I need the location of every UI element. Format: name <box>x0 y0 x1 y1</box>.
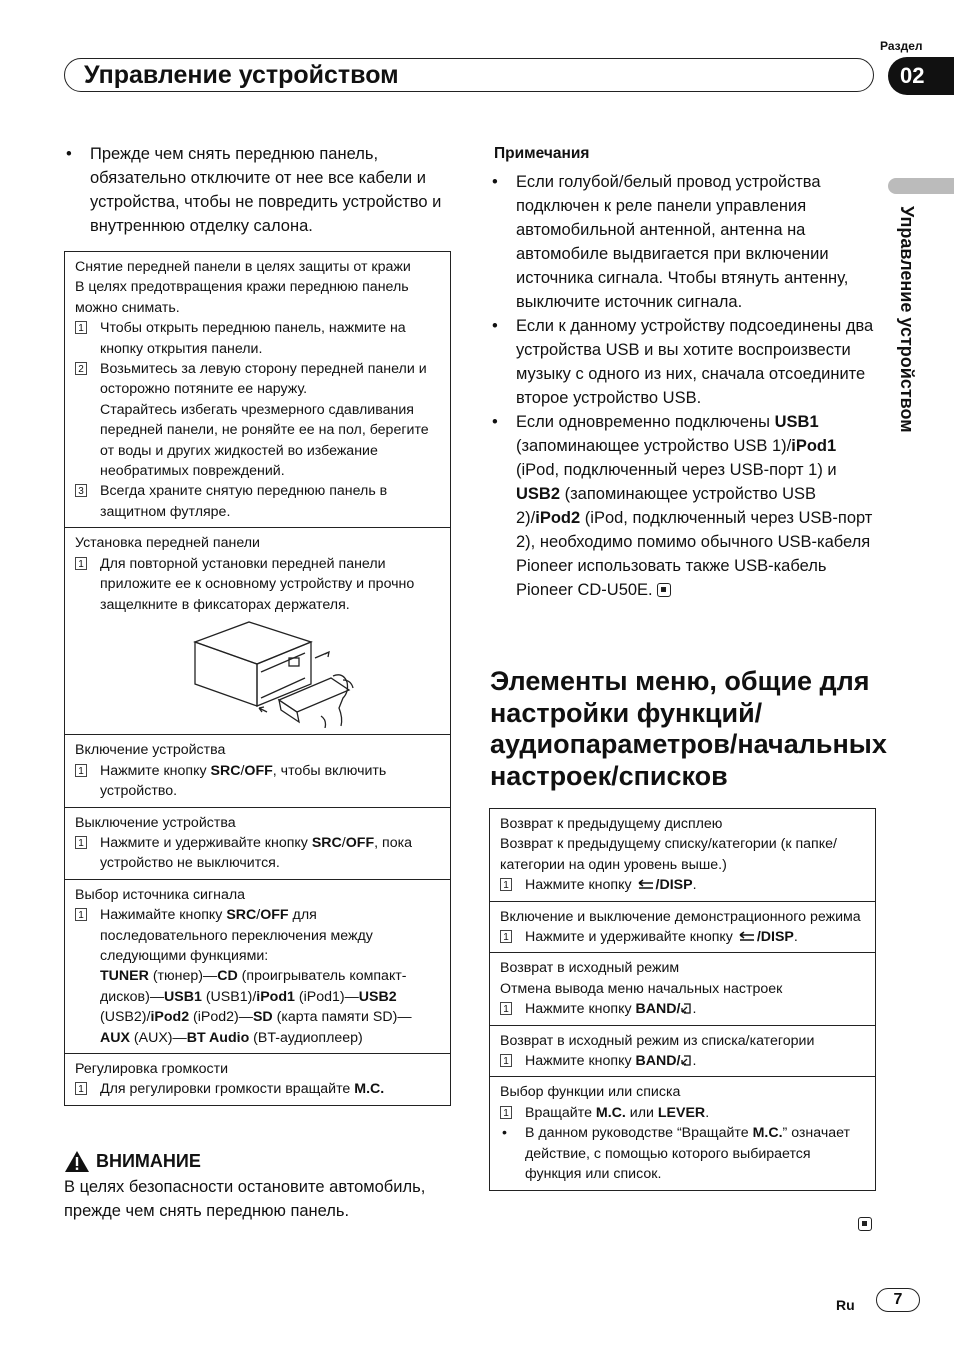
home-desc: Отмена вывода меню начальных настроек <box>500 980 783 997</box>
step-number: 1 <box>75 1082 87 1095</box>
step-text: . <box>692 877 697 894</box>
power-off-title: Выключение устройства <box>75 814 236 831</box>
source-desc: (AUX)— <box>129 1029 187 1046</box>
home-list-title: Возврат в исходный режим из списка/категории <box>500 1032 815 1049</box>
step-text: Нажимайте кнопку <box>100 907 227 924</box>
slash-text: / <box>256 907 261 924</box>
menu-heading: Элементы меню, общие для настройки функций/аудиопараметров/начальных настроек/списков <box>490 666 887 791</box>
warning-block <box>64 1150 456 1223</box>
warning-heading <box>64 1150 456 1173</box>
key-src: SRC <box>226 907 257 924</box>
step-text: для последовательного переключения между следующими функциями: <box>100 907 373 964</box>
step-text: . <box>692 1001 697 1018</box>
note-usb1: USB1 <box>774 413 819 431</box>
notes-list <box>490 170 880 602</box>
slash-text: / <box>240 762 245 779</box>
source-tuner: TUNER <box>100 968 149 985</box>
note-usb2: USB2 <box>516 485 561 503</box>
step-number: 3 <box>75 484 87 497</box>
volume-title: Регулировка громкости <box>75 1060 229 1077</box>
cell-power-on <box>65 735 450 807</box>
step-text: Нажмите кнопку <box>525 877 636 894</box>
source-desc: (iPod2)— <box>189 1009 253 1026</box>
source-desc: (карта памяти SD)— <box>272 1009 412 1026</box>
power-on-title: Включение устройства <box>75 742 226 759</box>
note-text: Если одновременно подключены <box>516 413 775 431</box>
step-item <box>75 554 440 615</box>
step-number: 1 <box>500 878 512 891</box>
cell-back <box>490 809 875 902</box>
key-disp: /DISP <box>756 929 794 946</box>
cell-demo <box>490 902 875 954</box>
step-text: . <box>692 1053 697 1070</box>
key-lever: LEVER <box>657 1104 706 1121</box>
step-text: , пока устройство не выключится. <box>100 834 412 872</box>
source-ipod2: iPod2 <box>150 1009 190 1026</box>
step-number: 2 <box>75 362 87 375</box>
step-item <box>75 905 440 1048</box>
step-item <box>75 318 440 359</box>
source-bt-audio: BT Audio <box>186 1029 250 1046</box>
notes-block <box>490 142 880 602</box>
source-usb1: USB1 <box>164 988 202 1005</box>
side-tab-bar <box>888 178 954 194</box>
key-mc: M.C. <box>752 1125 783 1142</box>
source-sd: SD <box>252 1009 273 1026</box>
cell-theft <box>65 252 450 528</box>
section-number-badge: 02 <box>888 57 954 95</box>
step-text: Возьмитесь за левую сторону передней панели и осторожно потяните ее наружу. <box>100 361 427 398</box>
escape-icon <box>680 1002 692 1015</box>
key-off: OFF <box>260 907 289 924</box>
theft-desc: В целях предотвращения кражи переднюю панель можно снимать. <box>75 279 409 316</box>
step-number: 1 <box>75 836 87 849</box>
step-item <box>75 833 440 874</box>
intro-bullet: • Прежде чем снять переднюю панель, обязательно отключите от нее все кабели и устройства, чтобы не повредить устройство и внутреннюю отделку салона. <box>64 142 456 238</box>
step-text: . <box>705 1104 710 1121</box>
cell-home-list <box>490 1026 875 1078</box>
step-text: Всегда храните снятую переднюю панель в защитном футляре. <box>100 483 388 520</box>
front-panel-illustration <box>193 620 373 728</box>
key-disp: /DISP <box>655 877 693 894</box>
key-band: BAND/ <box>635 1001 681 1018</box>
step-item <box>500 875 865 895</box>
key-off: OFF <box>244 762 273 779</box>
note-item: • Если к данному устройству подсоединены два устройства USB и вы хотите воспроизвести музыку с одного из них, сначала отсоедините второе устройство USB. <box>490 314 880 410</box>
theft-title: Снятие передней панели в целях защиты от кражи <box>75 259 411 275</box>
note-text: (запоминающее устройство USB 2)/ <box>516 485 817 527</box>
warning-text: В целях безопасности остановите автомобиль, прежде чем снять переднюю панель. <box>64 1178 426 1220</box>
note-item: • Если голубой/белый провод устройства подключен к реле панели управления автомобильной антенной, антенна на автомобиле выдвигается при включении источника сигнала. Чтобы втянуть антенну, выключите источник сигнала. <box>490 170 880 314</box>
source-desc: (USB2)/ <box>100 1009 151 1026</box>
step-text: или <box>625 1104 658 1121</box>
source-desc: (BT-аудиоплеер) <box>249 1029 363 1046</box>
escape-icon <box>680 1054 692 1067</box>
source-cd: CD <box>217 968 238 985</box>
step-item <box>500 927 865 947</box>
step-item <box>500 1103 865 1123</box>
step-text: Вращайте <box>525 1104 596 1121</box>
end-mark-icon <box>657 583 671 597</box>
step-number: 1 <box>75 321 87 334</box>
source-desc: (проигрыватель компакт-дисков)— <box>100 968 407 1005</box>
cell-select <box>490 1077 875 1189</box>
step-number: 1 <box>75 557 87 570</box>
bullet-text: ” означает действие, с помощью которого выбирается функция или список. <box>525 1125 851 1183</box>
home-title: Возврат в исходный режим <box>500 960 680 977</box>
step-text: Для регулировки громкости вращайте <box>100 1081 355 1098</box>
side-tab-title: Управление устройством <box>897 206 917 433</box>
language-code: Ru <box>836 1297 855 1313</box>
note-ipod1: iPod1 <box>791 437 837 455</box>
back-desc: Возврат к предыдущему списку/категории (к папке/категории на один уровень выше.) <box>500 836 837 873</box>
return-arrow-icon <box>636 879 656 889</box>
key-mc: M.C. <box>354 1081 385 1098</box>
intro-list <box>64 142 456 238</box>
left-instruction-box <box>64 251 451 1106</box>
source-usb2: USB2 <box>358 988 397 1005</box>
demo-title: Включение и выключение демонстрационного режима <box>500 908 861 925</box>
cell-power-off <box>65 808 450 880</box>
step-item <box>75 761 440 802</box>
select-bullet <box>500 1123 865 1184</box>
step-text: Нажмите кнопку <box>525 1001 636 1018</box>
step-text: Нажмите кнопку <box>100 762 211 779</box>
back-title: Возврат к предыдущему дисплею <box>500 816 723 832</box>
step-number: 1 <box>500 930 512 943</box>
warning-icon <box>64 1150 90 1173</box>
step-number: 1 <box>500 1054 512 1067</box>
note-text: (iPod, подключенный через USB-порт 2), необходимо помимо обычного USB-кабеля Pioneer использовать также USB-кабель Pioneer CD-U50E. <box>516 509 873 599</box>
section-label: Раздел <box>880 39 923 53</box>
key-src: SRC <box>311 834 342 851</box>
page-number: 7 <box>876 1288 920 1312</box>
end-mark-icon <box>858 1217 872 1231</box>
step-text: Нажмите и удерживайте кнопку <box>100 834 312 851</box>
notes-title: Примечания <box>494 145 590 162</box>
step-number: 1 <box>75 908 87 921</box>
warning-title: ВНИМАНИЕ <box>96 1151 201 1171</box>
cell-install <box>65 528 450 735</box>
step-item <box>75 481 440 522</box>
step-text: Нажмите и удерживайте кнопку <box>525 929 737 946</box>
bullet-text: В данном руководстве “Вращайте <box>525 1125 753 1142</box>
source-desc: (iPod1)— <box>294 988 359 1005</box>
step-item <box>500 999 865 1019</box>
key-mc: M.C. <box>595 1104 626 1121</box>
cell-volume <box>65 1054 450 1105</box>
step-item <box>75 359 440 481</box>
step-text: . <box>793 929 798 946</box>
slash-text: / <box>341 834 346 851</box>
cell-source <box>65 880 450 1054</box>
step-item <box>75 1079 440 1099</box>
source-desc: (тюнер)— <box>148 968 218 985</box>
key-src: SRC <box>210 762 241 779</box>
step-number: 1 <box>500 1106 512 1119</box>
step-text: , чтобы включить устройство. <box>100 762 387 800</box>
note-item <box>490 410 880 602</box>
select-title: Выбор функции или списка <box>500 1084 681 1101</box>
return-arrow-icon <box>737 931 757 941</box>
right-instruction-box <box>489 808 876 1191</box>
key-off: OFF <box>345 834 375 851</box>
install-title: Установка передней панели <box>75 535 260 552</box>
source-desc: (USB1)/ <box>201 988 257 1005</box>
step-text: Чтобы открыть переднюю панель, нажмите на кнопку открытия панели. <box>100 320 406 357</box>
step-extra-text: Старайтесь избегать чрезмерного сдавливания передней панели, не роняйте ее на пол, берегите от воды и других жидкостей во избежание необратимых повреждений. <box>100 401 429 480</box>
step-item <box>500 1051 865 1071</box>
source-ipod1: iPod1 <box>256 988 295 1005</box>
note-ipod2: iPod2 <box>535 509 581 527</box>
source-title: Выбор источника сигнала <box>75 886 246 903</box>
source-aux: AUX <box>100 1029 130 1046</box>
note-text: (iPod, подключенный через USB-порт 1) и <box>516 461 837 479</box>
cell-home <box>490 953 875 1025</box>
step-text: Для повторной установки передней панели приложите ее к основному устройству и прочно защелкните в фиксаторах держателя. <box>100 555 415 613</box>
note-text: (запоминающее устройство USB 1)/ <box>516 437 792 455</box>
step-text: Нажмите кнопку <box>525 1053 636 1070</box>
key-band: BAND/ <box>635 1053 681 1070</box>
step-number: 1 <box>500 1002 512 1015</box>
page-title: Управление устройством <box>84 61 399 89</box>
step-number: 1 <box>75 764 87 777</box>
